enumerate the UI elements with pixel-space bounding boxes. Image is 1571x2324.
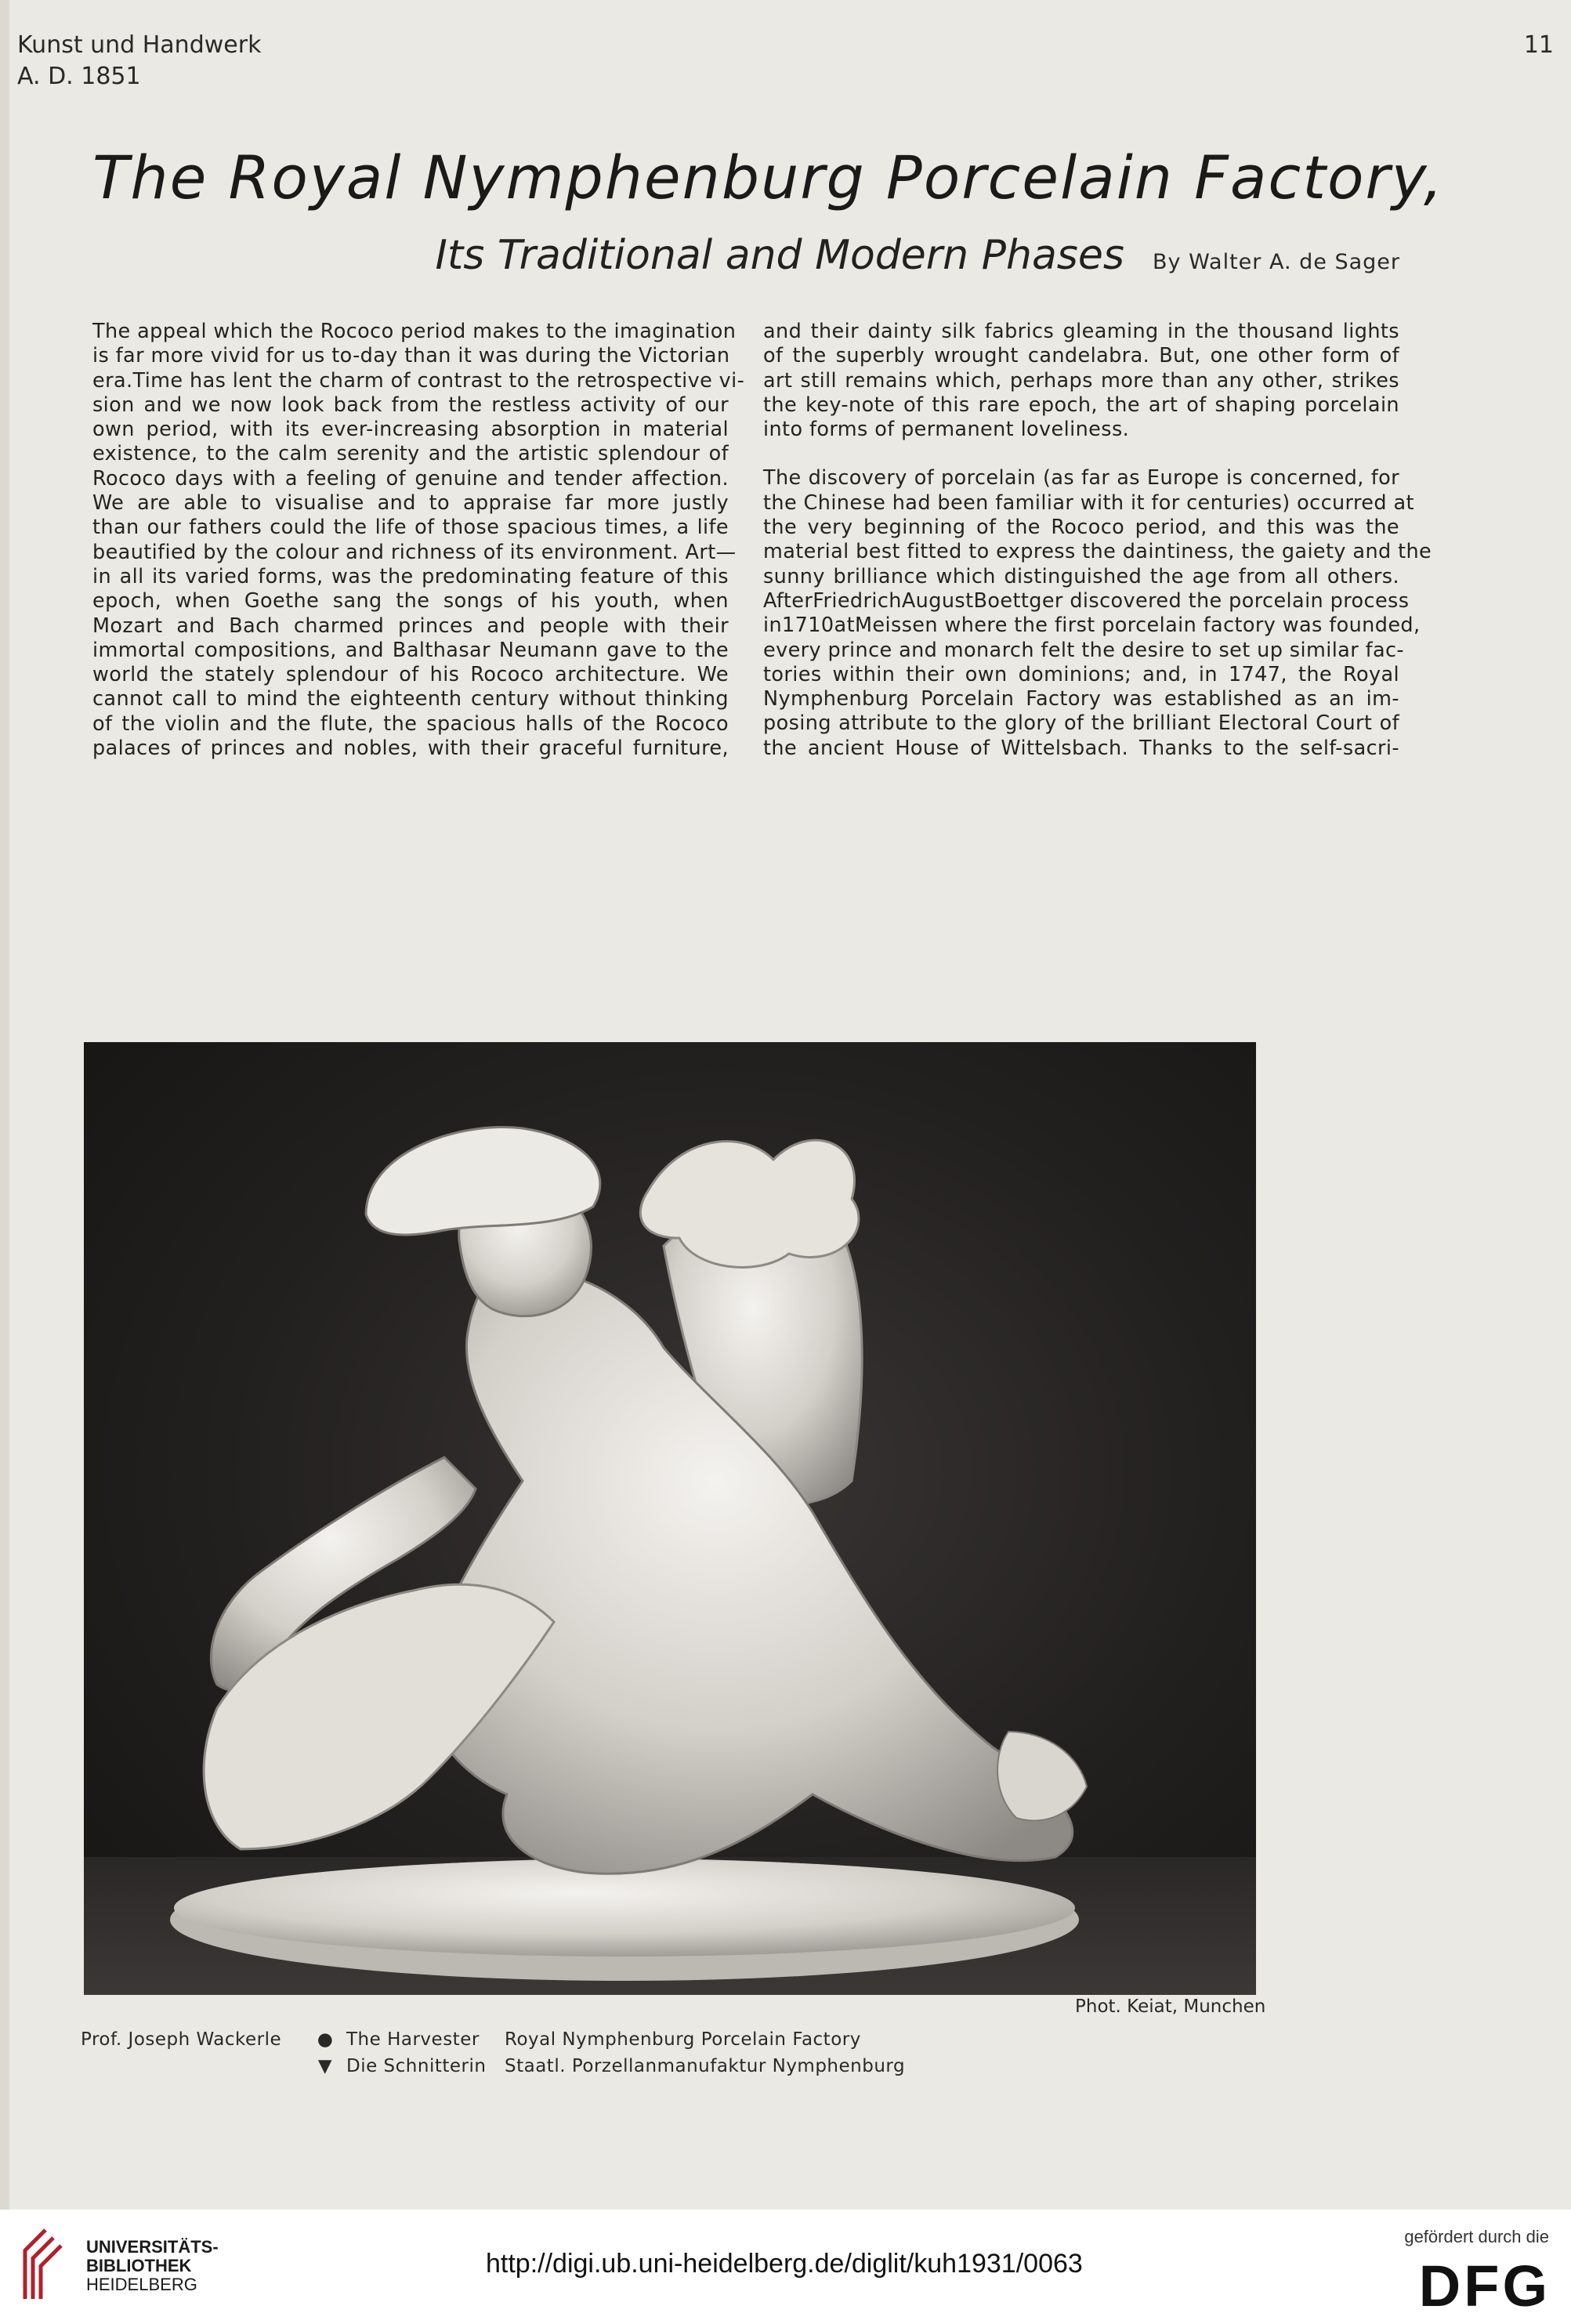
- library-name-line: BIBLIOTHEK: [86, 2256, 192, 2275]
- text-line: Rococo days with a feeling of genuine and tender affection.: [92, 466, 729, 491]
- caption-title-de: Die Schnitterin: [346, 2056, 487, 2076]
- article-title: The Royal Nymphenburg Porcelain Factory,: [92, 143, 1444, 212]
- article-subtitle: Its Traditional and Modern Phases: [435, 232, 1124, 279]
- harvester-sculpture-photo: [84, 1042, 1256, 1995]
- porcelain-figure-illustration: [84, 1042, 1256, 1995]
- journal-date: A. D. 1851: [17, 63, 141, 90]
- text-line: posing attribute to the glory of the brilliant Electoral Court of: [763, 711, 1399, 736]
- text-line: and their dainty silk fabrics gleaming in the thousand lights: [763, 320, 1399, 343]
- left-column: [92, 320, 745, 761]
- text-line: in all its varied forms, was the predominating feature of this: [92, 564, 729, 588]
- text-line: of the superbly wrought candelabra. But, one other form of: [763, 344, 1399, 368]
- text-line: the Chinese had been familiar with it for centuries) occurred at: [763, 491, 1414, 515]
- caption-markers: [317, 2026, 334, 2080]
- caption-artist: Prof. Joseph Wackerle: [81, 2029, 282, 2050]
- text-line: of the violin and the flute, the spacious halls of the Rococo: [92, 711, 729, 736]
- text-line: own period, with its ever-increasing absorption in material: [92, 418, 729, 442]
- left-paragraph: [92, 320, 745, 761]
- text-line: sion and we now look back from the restless activity of our: [92, 393, 729, 417]
- page-number: 11: [1523, 31, 1554, 59]
- text-line: AfterFriedrichAugustBoettger discovered the porcelain process: [763, 588, 1410, 613]
- text-line: beautified by the colour and richness of its environment. Art—: [92, 540, 737, 564]
- permalink-url[interactable]: http://digi.ub.uni-heidelberg.de/diglit/kuh1931/0063: [486, 2249, 1083, 2279]
- text-line: The discovery of porcelain (as far as Europe is concerned, for: [763, 466, 1399, 491]
- library-name-line: UNIVERSITÄTS-: [86, 2237, 219, 2257]
- text-line: is far more vivid for us to-day than it was during the Victorian: [92, 344, 730, 368]
- subtitle-line: [436, 232, 1401, 279]
- right-paragraph-1: [763, 320, 1399, 442]
- caption-factory: [505, 2026, 905, 2080]
- circle-marker-icon: ●: [317, 2029, 334, 2050]
- text-line: palaces of princes and nobles, with their graceful furniture,: [92, 737, 729, 761]
- text-line: era.Time has lent the charm of contrast to the retrospective vi-: [92, 368, 745, 393]
- text-line: than our fathers could the life of those spacious times, a life: [92, 516, 729, 540]
- text-line: the key-note of this rare epoch, the art of shaping porcelain: [763, 393, 1399, 417]
- page-edge: [0, 0, 9, 2210]
- caption-title-en: The Harvester: [346, 2029, 480, 2050]
- funding-note: gefördert durch die: [1404, 2227, 1549, 2246]
- caption-factory-de: Staatl. Porzellanmanufaktur Nymphenburg: [505, 2056, 906, 2076]
- text-line: the very beginning of the Rococo period, and this was the: [763, 516, 1399, 540]
- digitization-footer: [0, 2210, 1571, 2324]
- sculpture-cap: [366, 1127, 600, 1234]
- library-logo-icon: [19, 2227, 72, 2302]
- caption-factory-en: Royal Nymphenburg Porcelain Factory: [505, 2029, 861, 2050]
- text-line: existence, to the calm serenity and the artistic splendour of: [92, 442, 729, 466]
- text-line: every prince and monarch felt the desire to set up similar fac-: [763, 638, 1405, 662]
- text-line: the ancient House of Wittelsbach. Thanks to the self-sacri-: [763, 736, 1399, 760]
- photo-credit: Phot. Keiat, Munchen: [1075, 1996, 1266, 2017]
- right-column: [763, 320, 1432, 761]
- article-byline: By Walter A. de Sager: [1152, 250, 1400, 274]
- library-name-line: HEIDELBERG: [86, 2275, 197, 2294]
- text-line: tories within their own dominions; and, in 1747, the Royal: [763, 662, 1399, 686]
- caption-titles: [346, 2026, 486, 2080]
- text-line: in1710atMeissen where the first porcelain factory was founded,: [763, 614, 1421, 638]
- library-name: [86, 2238, 219, 2294]
- text-line: material best fitted to express the daintiness, the gaiety and the: [763, 540, 1432, 564]
- sculpture-foot: [997, 1732, 1087, 1821]
- running-head: [17, 30, 261, 92]
- text-line: art still remains which, perhaps more than any other, strikes: [763, 368, 1399, 393]
- text-line: Nymphenburg Porcelain Factory was established as an im-: [763, 687, 1399, 711]
- text-line: cannot call to mind the eighteenth century without thinking: [92, 687, 729, 711]
- text-line: epoch, when Goethe sang the songs of his youth, when: [92, 589, 729, 614]
- text-line: immortal compositions, and Balthasar Neumann gave to the: [92, 638, 729, 662]
- journal-name: Kunst und Handwerk: [17, 31, 262, 59]
- text-line: The appeal which the Rococo period makes to the imagination: [92, 320, 737, 343]
- text-line: into forms of permanent loveliness.: [763, 418, 1130, 442]
- text-line: We are able to visualise and to appraise far more justly: [92, 491, 729, 516]
- triangle-marker-icon: ▼: [317, 2056, 333, 2076]
- text-line: world the stately splendour of his Rococo architecture. We: [92, 663, 729, 687]
- right-paragraph-2: [763, 466, 1432, 761]
- dfg-logo: DFG: [1418, 2253, 1551, 2319]
- text-line: Mozart and Bach charmed princes and people with their: [92, 614, 729, 638]
- text-line: sunny brilliance which distinguished the age from all others.: [763, 564, 1399, 588]
